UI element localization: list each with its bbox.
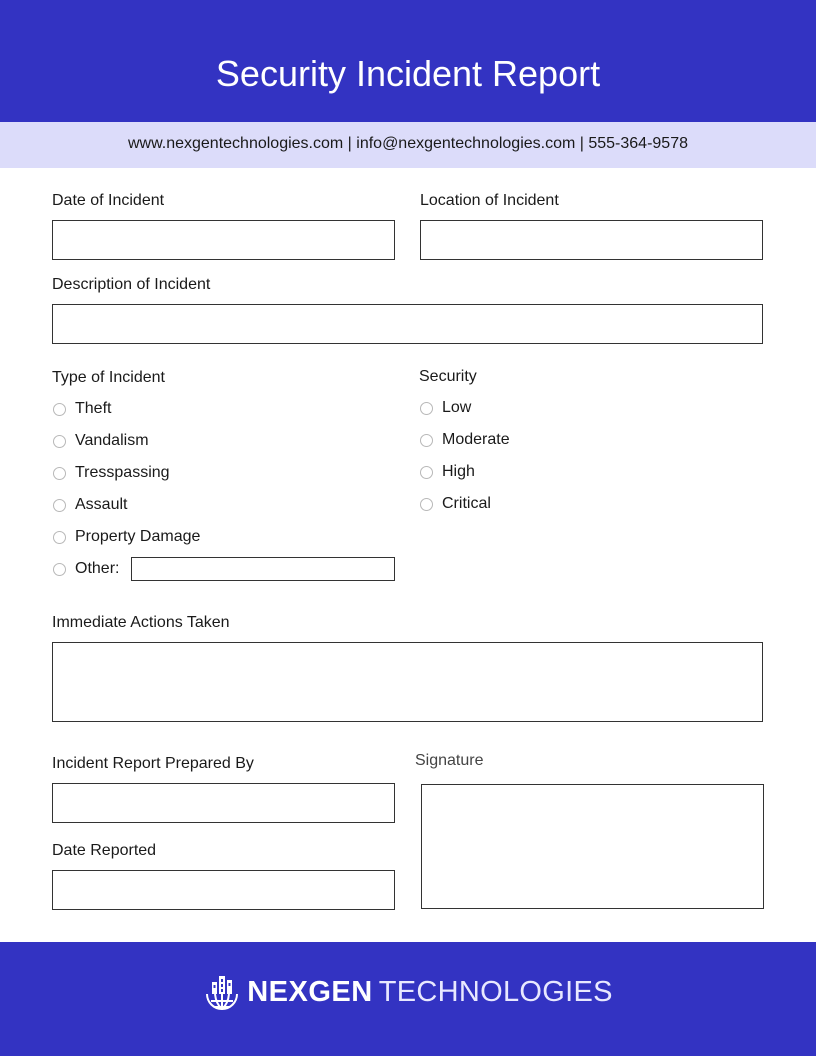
incident-type-option-theft[interactable] xyxy=(53,399,111,419)
option-label: Other: xyxy=(75,560,120,577)
radio-button[interactable] xyxy=(53,563,66,576)
option-label: Vandalism xyxy=(75,432,149,449)
prepared-by-field[interactable] xyxy=(52,783,395,823)
description-label: Description of Incident xyxy=(52,276,211,293)
location-of-incident-label: Location of Incident xyxy=(420,192,559,209)
radio-button[interactable] xyxy=(53,435,66,448)
option-label: Assault xyxy=(75,496,128,513)
immediate-actions-label: Immediate Actions Taken xyxy=(52,614,230,631)
brand-name-bold: NEXGEN xyxy=(247,975,373,1008)
security-option-critical[interactable] xyxy=(420,494,491,514)
radio-button[interactable] xyxy=(53,499,66,512)
globe-building-icon xyxy=(203,974,241,1010)
radio-button[interactable] xyxy=(53,467,66,480)
option-label: High xyxy=(442,463,475,480)
radio-button[interactable] xyxy=(420,498,433,511)
immediate-actions-field[interactable] xyxy=(52,642,763,722)
security-option-moderate[interactable] xyxy=(420,430,510,450)
option-label: Theft xyxy=(75,400,112,417)
page-title: Security Incident Report xyxy=(215,53,601,94)
signature-field[interactable] xyxy=(421,784,764,909)
option-label: Critical xyxy=(442,495,491,512)
report-footer xyxy=(0,942,816,1056)
incident-type-option-assault[interactable] xyxy=(53,495,127,515)
company-logo xyxy=(0,972,816,1012)
security-label: Security xyxy=(419,368,477,385)
date-of-incident-field[interactable] xyxy=(52,220,395,260)
other-incident-type-field[interactable] xyxy=(131,557,395,581)
radio-button[interactable] xyxy=(420,466,433,479)
prepared-by-label: Incident Report Prepared By xyxy=(52,755,254,772)
incident-type-option-other[interactable] xyxy=(53,559,119,579)
contact-bar xyxy=(0,122,816,168)
brand-name-light: TECHNOLOGIES xyxy=(378,975,613,1008)
location-of-incident-field[interactable] xyxy=(420,220,763,260)
contact-info: www.nexgentechnologies.com | info@nexgentechnologies.com | 555-364-9578 xyxy=(127,135,688,152)
radio-button[interactable] xyxy=(53,403,66,416)
radio-button[interactable] xyxy=(420,402,433,415)
incident-type-option-trespassing[interactable] xyxy=(53,463,170,483)
option-label: Moderate xyxy=(442,431,510,448)
signature-label: Signature xyxy=(415,752,484,769)
option-label: Tresspassing xyxy=(75,464,170,481)
date-of-incident-label: Date of Incident xyxy=(52,192,165,209)
incident-type-option-property-damage[interactable] xyxy=(53,527,200,547)
option-label: Low xyxy=(442,399,472,416)
option-label: Property Damage xyxy=(75,528,201,545)
security-option-low[interactable] xyxy=(420,398,471,418)
radio-button[interactable] xyxy=(420,434,433,447)
incident-type-label: Type of Incident xyxy=(52,369,165,386)
radio-button[interactable] xyxy=(53,531,66,544)
date-reported-field[interactable] xyxy=(52,870,395,910)
security-option-high[interactable] xyxy=(420,462,475,482)
description-field[interactable] xyxy=(52,304,763,344)
date-reported-label: Date Reported xyxy=(52,842,157,859)
report-header xyxy=(0,0,816,122)
incident-type-option-vandalism[interactable] xyxy=(53,431,149,451)
